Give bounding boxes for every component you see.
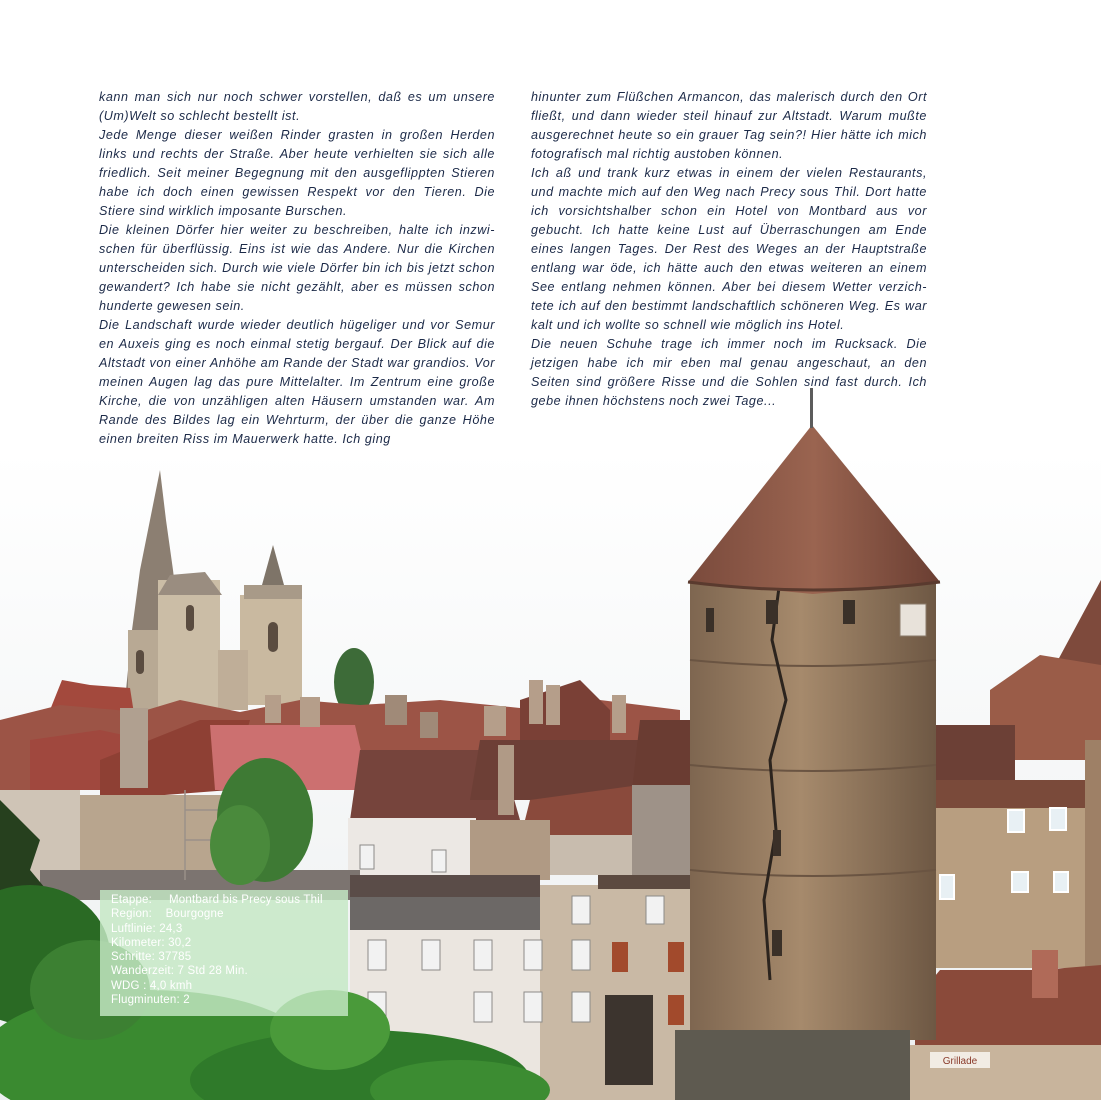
paragraph: Jede Menge dieser weißen Rinder grasten in großen Herden links und rechts der Straße. Aber heute verhielten sie sich alle friedlich. Seit meiner Begegnung mit den ausgeflippten Stieren habe ich doch einen gewissen Respekt vor den Tieren. Die Stiere sind wirklich imposante Burschen. <box>99 128 495 218</box>
fact-flight-minutes: Flugminuten: 2 <box>111 994 190 1007</box>
paragraph: Die Landschaft wurde wieder deutlich hügeliger und vor Semur en Auxeis ging es noch einmal stetig bergauf. Der Blick auf die Altstadt von einer Anhöhe am Rande der Stadt war grandios. Vor meinen Augen lag das pure Mittelalter. Im Zentrum eine große Kirche, die von unzähligen alten Häusern umstanden war. Am Rande des Bildes lag ein Wehrturm, der über die ganze Höhe einen breiten Riss im Mauerwerk hatte. Ich ging <box>99 318 495 446</box>
fact-speed: WDG : 4,0 kmh <box>111 979 193 992</box>
paragraph: Ich aß und trank kurz etwas in einem der vielen Restaurants, und machte mich auf den Weg nach Precy sous Thil. Dort hatte ich vorsichtshalber schon ein Hotel von Montbard aus vor gebucht. Ich hatte keine Lust auf Überraschungen am Ende eines langen Tages. Der Rest des Weges an der Hauptstraße entlang war öde, ich hätte auch den etwas weiteren an einem See entlang nehmen können. Aber bei diesem Wetter verzich-tete ich auf den bestimmt landschaftlich schöneren Weg. Es war kalt und ich wollte so schnell wie möglich ins Hotel. <box>531 166 927 332</box>
paragraph: Die neuen Schuhe trage ich immer noch im Rucksack. Die jetzigen habe ich mir eben mal genau angeschaut, an den Seiten sind größere Risse und die Sohlen sind fast durch. Ich gebe ihnen höchstens noch zwei Tage... <box>531 337 927 408</box>
shop-sign: Grillade <box>942 1056 978 1067</box>
fact-region: Region: Bourgogne <box>111 908 224 921</box>
fact-steps: Schritte: 37785 <box>111 951 192 964</box>
paragraph: hinunter zum Flüßchen Armancon, das malerisch durch den Ort fließt, und dann wieder steil hinauf zur Altstadt. Warum mußte ausgerechnet heute so ein grauer Tag sein?! Hier hätte ich mich fotografisch mal richtig austoben können. <box>531 90 927 161</box>
stage-facts-box <box>100 890 348 1016</box>
fact-stage: Etappe: Montbard bis Precy sous Thil <box>111 894 323 906</box>
text-column-right <box>531 88 927 411</box>
fact-beeline: Luftlinie: 24,3 <box>111 922 183 935</box>
fact-kilometers: Kilometer: 30,2 <box>111 936 192 949</box>
fact-walking-time: Wanderzeit: 7 Std 28 Min. <box>111 965 248 978</box>
text-column-left <box>99 88 495 449</box>
paragraph: Die kleinen Dörfer hier weiter zu beschreiben, halte ich inzwi-schen für überflüssig. Eins ist wie das Andere. Nur die Kirchen unterscheiden sich. Durch wie viele Dörfer bin ich bis jetzt schon gewandert? Ich habe sie nicht gezählt, aber es müssen schon hunderte gewesen sein. <box>99 223 495 313</box>
paragraph: kann man sich nur noch schwer vorstellen, daß es um unsere (Um)Welt so schlecht bestellt ist. <box>99 90 495 123</box>
